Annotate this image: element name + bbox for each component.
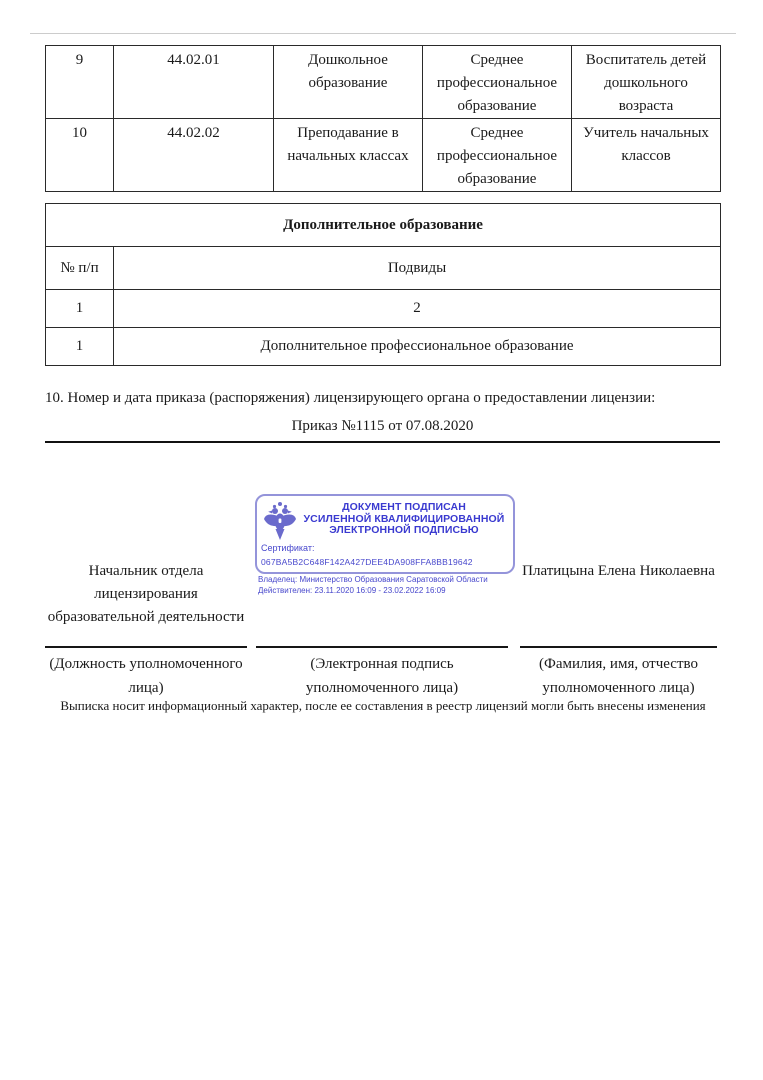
table-row — [46, 290, 721, 328]
stamp-title — [300, 502, 508, 537]
table-title-row — [46, 204, 721, 247]
page-break-artifact-line — [30, 33, 736, 34]
num-header-cell: № п/п — [46, 247, 114, 290]
electronic-signature-caption: (Электронная подпись уполномоченного лица) — [305, 656, 459, 696]
order-number-value: Приказ №1115 от 07.08.2020 — [291, 418, 474, 434]
order-section-label: 10. Номер и дата приказа (распоряжения) лицензирующего органа о предоставлении лицензии: — [45, 390, 656, 406]
subtype-cell: Дополнительное профессиональное образование — [114, 328, 721, 366]
education-level-cell: Среднее профессиональное образование — [423, 46, 572, 119]
position-caption: (Должность уполномоченного лица) — [49, 656, 243, 696]
stamp-title-line2: УСИЛЕННОЙ КВАЛИФИЦИРОВАННОЙ — [303, 512, 505, 525]
program-name-cell: Преподавание в начальных классах — [274, 119, 423, 192]
subtypes-header-cell: Подвиды — [114, 247, 721, 290]
name-caption: (Фамилия, имя, отчество уполномоченного лица) — [539, 656, 698, 696]
table-row — [46, 119, 721, 192]
subtype-cell: 2 — [114, 290, 721, 328]
stamp-title-line3: ЭЛЕКТРОННОЙ ПОДПИСЬЮ — [329, 524, 479, 536]
table-title: Дополнительное образование — [46, 204, 721, 247]
education-level-cell: Среднее профессиональное образование — [423, 119, 572, 192]
row-number-cell: 1 — [46, 290, 114, 328]
electronic-signature-line — [256, 646, 508, 648]
program-code-cell: 44.02.02 — [114, 119, 274, 192]
row-number-cell: 10 — [46, 119, 114, 192]
programs-table — [45, 45, 721, 192]
table-row — [46, 328, 721, 366]
program-name-cell: Дошкольное образование — [274, 46, 423, 119]
certificate-value: 067BA5B2C648F142A427DEE4DA908FFA8BB19642 — [261, 557, 473, 567]
coat-of-arms-icon — [262, 500, 298, 542]
signer-name-text: Платицына Елена Николаевна — [522, 563, 715, 579]
stamp-title-line1: ДОКУМЕНТ ПОДПИСАН — [342, 501, 466, 513]
certificate-owner: Владелец: Министерство Образования Саратовской Области — [258, 575, 488, 584]
row-number-cell: 1 — [46, 328, 114, 366]
qualification-cell: Воспитатель детей дошкольного возраста — [572, 46, 721, 119]
position-signature-line — [45, 646, 247, 648]
footer-note: Выписка носит информационный характер, после ее составления в реестр лицензий могли быть внесены изменения — [60, 698, 706, 713]
certificate-label: Сертификат: — [261, 543, 315, 553]
qualification-cell: Учитель начальных классов — [572, 119, 721, 192]
signer-position-text: Начальник отдела лицензирования образовательной деятельности — [47, 563, 245, 625]
program-code-cell: 44.02.01 — [114, 46, 274, 119]
row-number-cell: 9 — [46, 46, 114, 119]
table-row — [46, 46, 721, 119]
name-signature-line — [520, 646, 717, 648]
additional-education-table — [45, 203, 721, 366]
table-header-row — [46, 247, 721, 290]
order-underline-rule — [45, 441, 720, 443]
certificate-validity: Действителен: 23.11.2020 16:09 - 23.02.2022 16:09 — [258, 586, 446, 595]
